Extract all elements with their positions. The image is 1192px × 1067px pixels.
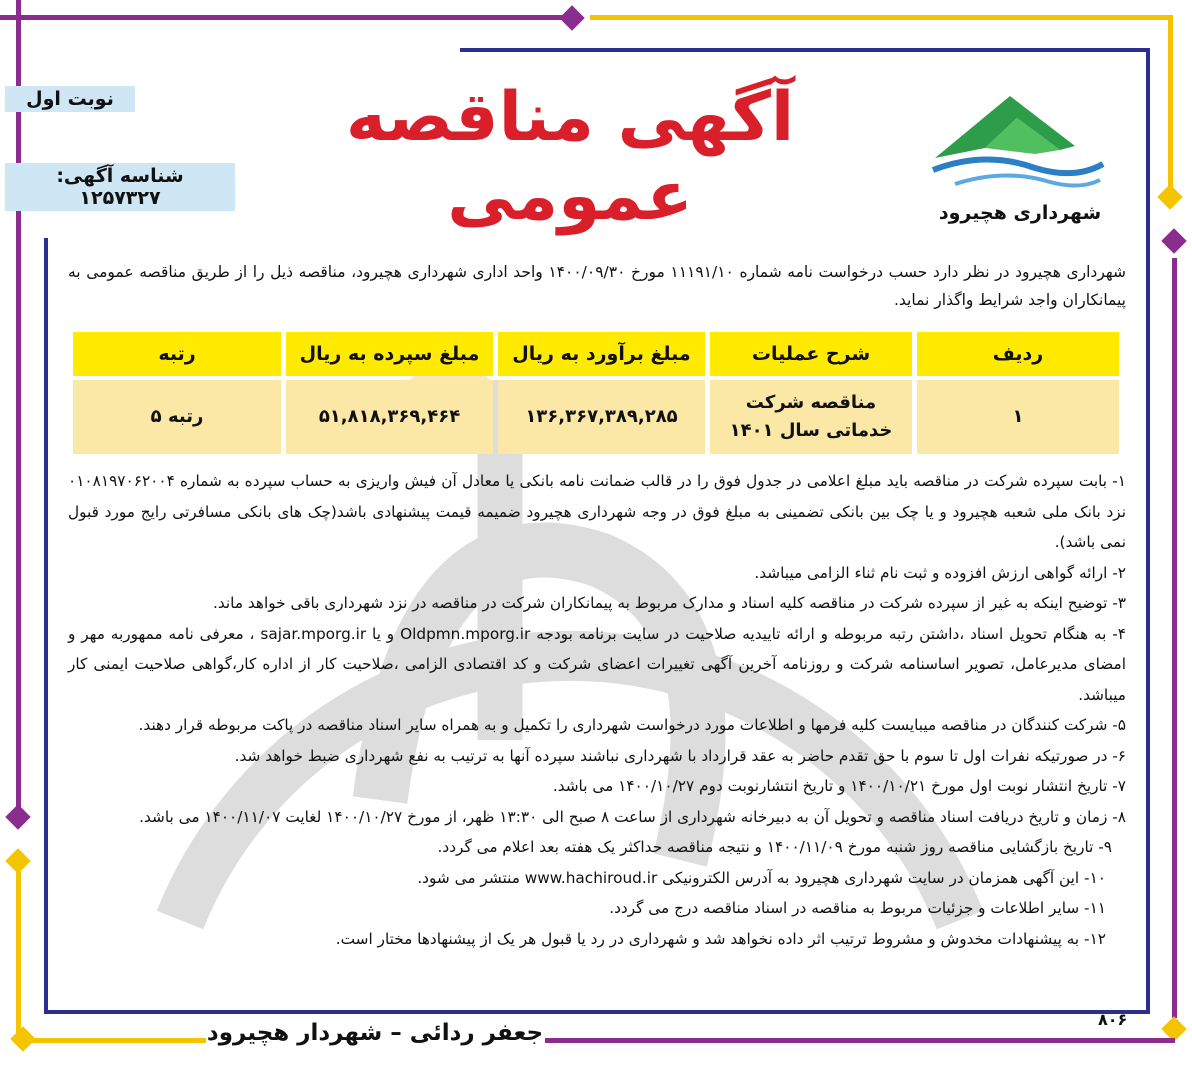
page-title: آگهی مناقصه عمومی — [345, 78, 795, 236]
inner-frame-left — [44, 238, 48, 1014]
condition-item: ۱۰- این آگهی همزمان در سایت شهرداری هچیرود به آدرس الکترونیکی www.hachiroud.ir منتشر می شود. — [417, 868, 1106, 887]
condition-item: ۱- بابت سپرده شرکت در مناقصه باید مبلغ اعلامی در جدول فوق را در قالب ضمانت نامه بانکی یا معادل آن فیش واریزی به حساب سپرده به شماره ۰۱۰۸۱۹۷۰۶۲۰۰۴ نزد بانک ملی شعبه هچیرود و یا چک بین بانکی تضمینی به مبلغ فوق در وجه شهرداری هچیرود ضمیمه قیمت پیشنهادی باشد(چک های بانکی مسافرتی رایج مورد قبول نمی باشد). — [68, 472, 1126, 551]
frame-bottom-yellow — [16, 1038, 206, 1043]
condition-item: ۲- ارائه گواهی ارزش افزوده و ثبت نام ثناء الزامی میباشد. — [754, 563, 1126, 582]
condition-item: ۳- توضیح اینکه به غیر از سپرده شرکت در مناقصه کلیه اسناد و مدارک مربوط به پیمانکاران شرکت در مناقصه در نزد شهرداری باقی خواهد ماند. — [213, 594, 1126, 612]
signature: جعفر ردائی – شهردار هچیرود — [206, 1020, 544, 1046]
condition-item: ۴- به هنگام تحویل اسناد ،داشتن رتبه مربوطه و ارائه تاییدیه صلاحیت در سایت برنامه بودجه Oldpmn.mporg.ir و یا sajar.mporg.ir ، معرفی نامه ممهوربه مهر و امضای مدیرعامل، تصویر اساسنامه شرکت و روزنامه آخرین آگهی تغییرات اعضای شرکت و کد اقتصادی الزامی ،صلاحیت کار از اداره کار،گواهی صلاحیت ایمنی کار میباشد. — [68, 624, 1126, 704]
condition-item: ۹- تاریخ بازگشایی مناقصه روز شنبه مورخ ۱۴۰۰/۱۱/۰۹ و نتیجه مناقصه حداکثر یک هفته بعد اعلام می گردد. — [437, 838, 1112, 856]
desc-line-2: خدماتی سال ۱۴۰۱ — [729, 420, 893, 441]
mountain-wave-logo — [925, 88, 1110, 200]
condition-item: ۱۱- سایر اطلاعات و جزئیات مربوط به مناقصه در اسناد مناقصه درج می گردد. — [609, 899, 1106, 917]
conditions-list — [68, 466, 1126, 954]
frame-diamond — [1161, 228, 1186, 253]
inner-frame-top — [460, 48, 1150, 52]
condition-item: ۸- زمان و تاریخ دریافت اسناد مناقصه و تحویل آن به دبیرخانه شهرداری از ساعت ۸ صبح الی ۱۳:۳۰ ظهر، از مورخ ۱۴۰۰/۱۰/۲۷ لغایت ۱۴۰۰/۱۱/۰۷ می باشد. — [139, 807, 1126, 826]
frame-top-yellow — [590, 15, 1173, 20]
frame-bottom-purple — [545, 1038, 1175, 1043]
ad-id-label: شناسه آگهی: ۱۲۵۷۳۲۷ — [5, 163, 235, 211]
frame-right-yellow — [1168, 15, 1173, 195]
frame-diamond — [10, 1026, 35, 1051]
page-number: ۸۰۶ — [1098, 1010, 1128, 1029]
inner-frame-bottom — [44, 1010, 1150, 1014]
org-name: شهرداری هچیرود — [938, 202, 1102, 224]
frame-diamond — [1157, 184, 1182, 209]
condition-item: ۱۲- به پیشنهادات مخدوش و مشروط ترتیب اثر داده نخواهد شد و شهرداری در رد یا قبول هر یک از پیشنهادها مختار است. — [335, 929, 1106, 948]
intro-paragraph: شهرداری هچیرود در نظر دارد حسب درخواست نامه شماره ۱۱۱۹۱/۱۰ مورخ ۱۴۰۰/۰۹/۳۰ واحد اداری شهرداری هچیرود، مناقصه ذیل را از طریق مناقصه عمومی به پیمانکاران واجد شرایط واگذار نماید. — [68, 263, 1127, 309]
cell-grade: رتبه ۵ — [73, 380, 281, 454]
frame-left-purple — [16, 0, 21, 810]
inner-frame-right — [1146, 48, 1150, 1014]
frame-left-yellow — [16, 870, 21, 1040]
col-row: ردیف — [917, 332, 1119, 376]
frame-top-purple — [0, 15, 562, 20]
condition-item: ۵- شرکت کنندگان در مناقصه میبایست کلیه فرمها و اطلاعات مورد درخواست شهرداری را تکمیل و به همراه سایر اسناد مناقصه در پاکت مربوطه قرار دهند. — [138, 716, 1126, 734]
frame-diamond — [559, 5, 584, 30]
condition-item: ۷- تاریخ انتشار نوبت اول مورخ ۱۴۰۰/۱۰/۲۱ و تاریخ انتشارنوبت دوم ۱۴۰۰/۱۰/۲۷ می باشد. — [552, 777, 1126, 795]
cell-description — [710, 380, 912, 454]
condition-item: ۶- در صورتیکه نفرات اول تا سوم با حق تقدم حاضر به عقد قرارداد با شهرداری نباشند سپرده آنها به ترتیب به نفع شهرداری ضبط خواهد شد. — [234, 746, 1126, 765]
col-grade: رتبه — [73, 332, 281, 376]
table-header-row — [73, 332, 1119, 376]
cell-deposit: ۵۱,۸۱۸,۳۶۹,۴۶۴ — [286, 380, 493, 454]
col-estimate: مبلغ برآورد به ریال — [498, 332, 705, 376]
col-description: شرح عملیات — [710, 332, 912, 376]
desc-line-1: مناقصه شرکت — [745, 392, 877, 413]
col-deposit: مبلغ سپرده به ریال — [286, 332, 493, 376]
cell-estimate: ۱۳۶,۳۶۷,۳۸۹,۲۸۵ — [498, 380, 705, 454]
tender-table — [68, 328, 1124, 458]
table-row — [73, 380, 1119, 454]
edition-label: نوبت اول — [5, 86, 135, 112]
frame-right-purple — [1172, 258, 1177, 1018]
cell-row: ۱ — [917, 380, 1119, 454]
frame-diamond — [5, 804, 30, 829]
